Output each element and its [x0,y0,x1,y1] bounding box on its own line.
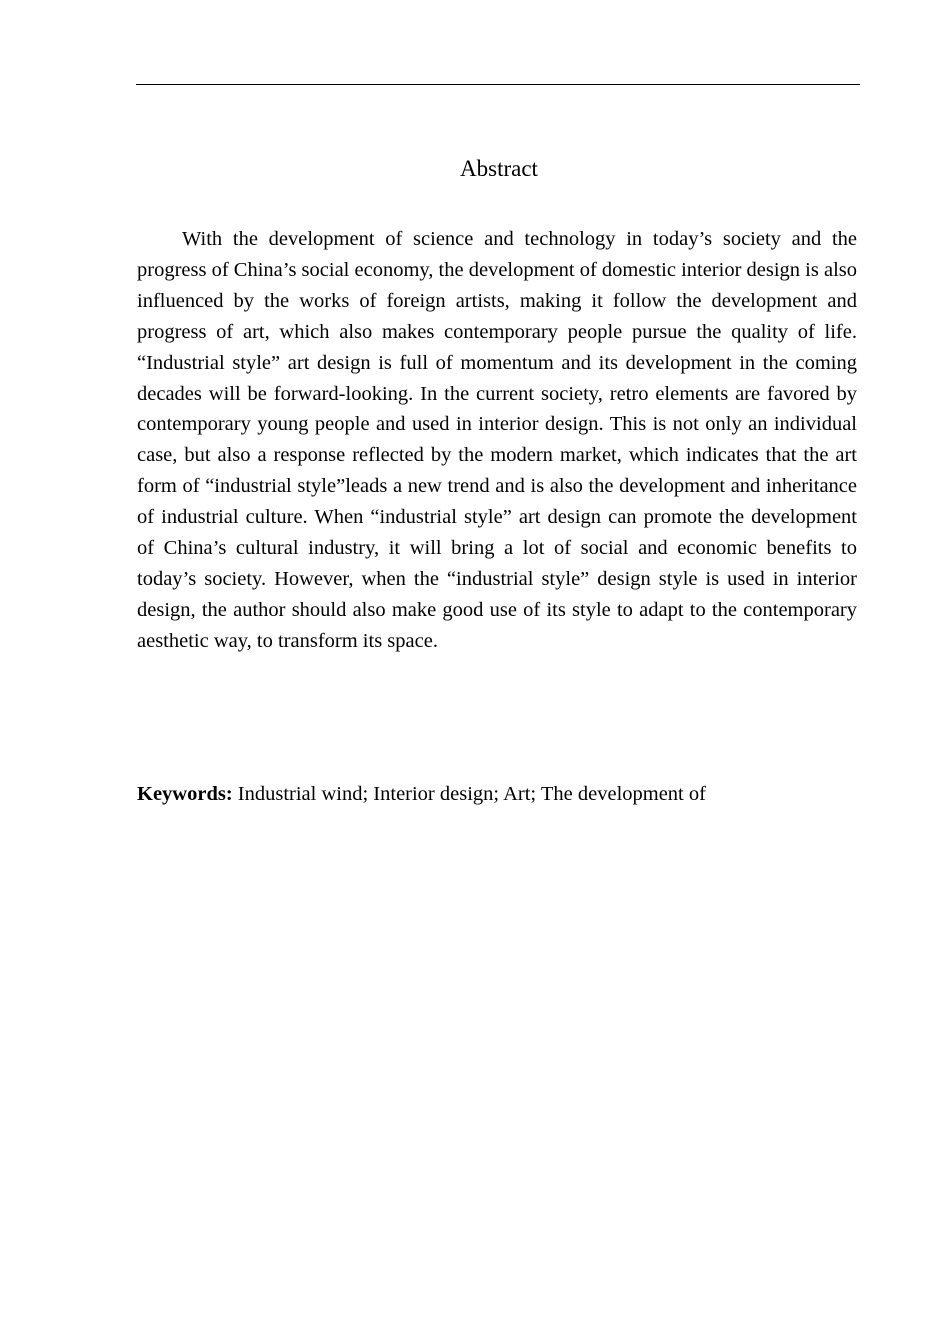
abstract-body: With the development of science and technology in today’s society and the progress of China’s social economy, the development of domestic interior design is also influenced by the works of foreign artists, making it follow the development and progress of art, which also makes contemporary people pursue the quality of life. “Industrial style” art design is full of momentum and its development in the coming decades will be forward-looking. In the current society, retro elements are favored by contemporary young people and used in interior design. This is not only an individual case, but also a response reflected by the modern market, which indicates that the art form of “industrial style”leads a new trend and is also the development and inheritance of industrial culture. When “industrial style” art design can promote the development of China’s cultural industry, it will bring a lot of social and economic benefits to today’s society. However, when the “industrial style” design style is used in interior design, the author should also make good use of its style to adapt to the contemporary aesthetic way, to transform its space. [137,228,858,652]
keywords-label: Keywords: [137,783,233,805]
keywords-text: Industrial wind; Interior design; Art; The development of [237,783,706,805]
header-rule [136,84,860,85]
keywords-line [137,779,857,809]
abstract-title: Abstract [460,156,538,181]
